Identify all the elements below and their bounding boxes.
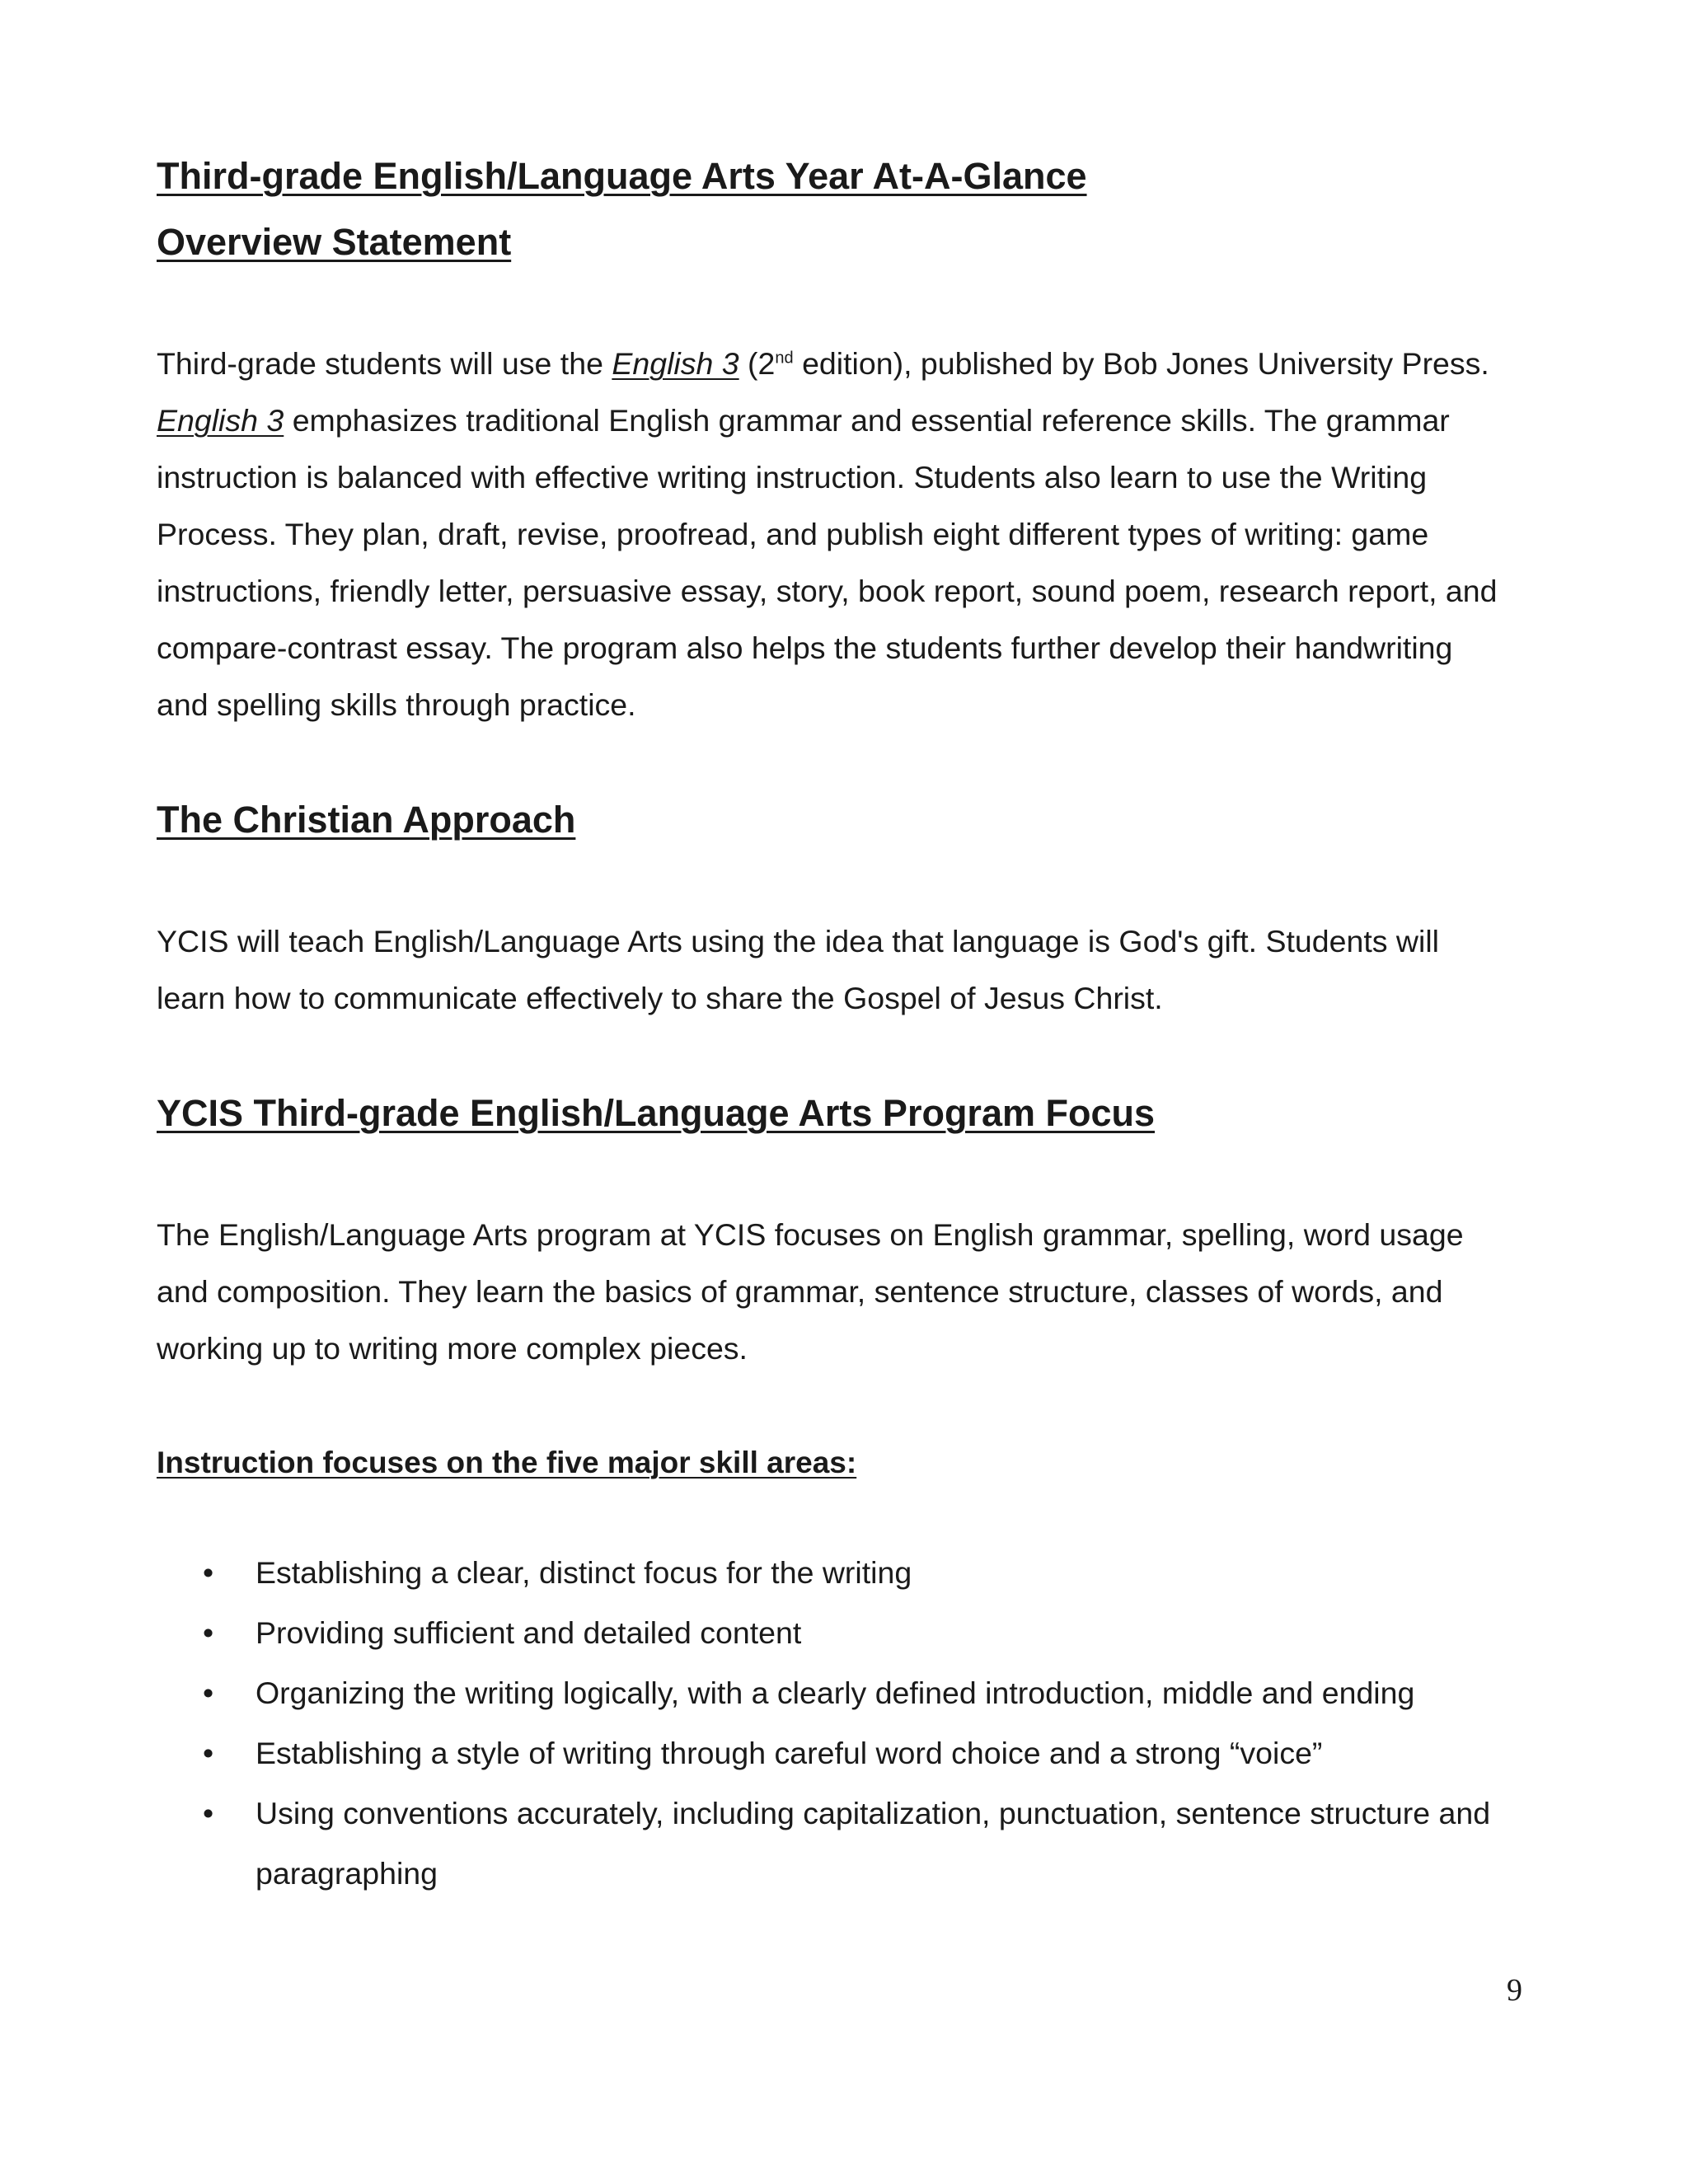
bullet-icon: • bbox=[203, 1675, 214, 1710]
edition-superscript: nd bbox=[775, 349, 794, 368]
skill-areas-heading: Instruction focuses on the five major skill areas: bbox=[157, 1446, 857, 1479]
book-title-2: English 3 bbox=[157, 403, 284, 438]
overview-text-2: edition), published by Bob Jones University Press. bbox=[793, 346, 1489, 381]
program-focus-heading: YCIS Third-grade English/Language Arts Program Focus bbox=[157, 1092, 1156, 1134]
list-item bbox=[157, 1723, 1541, 1783]
book-title: English 3 bbox=[612, 346, 739, 381]
list-item bbox=[157, 1603, 1541, 1663]
page-title: Third-grade English/Language Arts Year At-A-Glance bbox=[157, 155, 1087, 197]
bullet-icon: • bbox=[203, 1615, 214, 1650]
list-item-text: Providing sufficient and detailed content bbox=[256, 1615, 802, 1650]
list-item-text: Organizing the writing logically, with a clearly defined introduction, middle and ending bbox=[256, 1675, 1415, 1710]
page-number: 9 bbox=[1507, 1973, 1522, 2008]
bullet-icon: • bbox=[203, 1796, 214, 1830]
bullet-icon: • bbox=[203, 1736, 214, 1770]
list-item bbox=[157, 1543, 1541, 1603]
christian-approach-paragraph: YCIS will teach English/Language Arts using the idea that language is God's gift. Students will learn how to communicate effectively to share the Gospel of Jesus Christ. bbox=[157, 924, 1440, 1015]
overview-heading: Overview Statement bbox=[157, 221, 512, 263]
overview-text-3: emphasizes traditional English grammar and essential reference skills. The grammar instruction is balanced with effective writing instruction. Students also learn to use the Writing Process. They plan, draft, revise, proofread, and publish eight different types of writing: game instructions, friendly letter, persuasive essay, story, book report, sound poem, research report, and compare-contrast essay. The program also helps the students further develop their handwriting and spelling skills through practice. bbox=[157, 403, 1498, 722]
overview-text-1: Third-grade students will use the bbox=[157, 346, 612, 381]
list-item bbox=[157, 1663, 1541, 1723]
bullet-icon: • bbox=[203, 1555, 214, 1590]
overview-paragraph bbox=[157, 335, 1508, 733]
list-item-text: Using conventions accurately, including capitalization, punctuation, sentence structure and paragraphing bbox=[256, 1796, 1491, 1891]
list-item bbox=[157, 1783, 1541, 1904]
skill-areas-list bbox=[157, 1543, 1541, 1904]
edition-number: (2 bbox=[738, 346, 776, 381]
list-item-text: Establishing a clear, distinct focus for the writing bbox=[256, 1555, 912, 1590]
christian-approach-heading: The Christian Approach bbox=[157, 799, 576, 841]
list-item-text: Establishing a style of writing through careful word choice and a strong “voice” bbox=[256, 1736, 1323, 1770]
program-focus-paragraph: The English/Language Arts program at YCIS focuses on English grammar, spelling, word usage and composition. They learn the basics of grammar, sentence structure, classes of words, and working up to writing more complex pieces. bbox=[157, 1217, 1464, 1366]
